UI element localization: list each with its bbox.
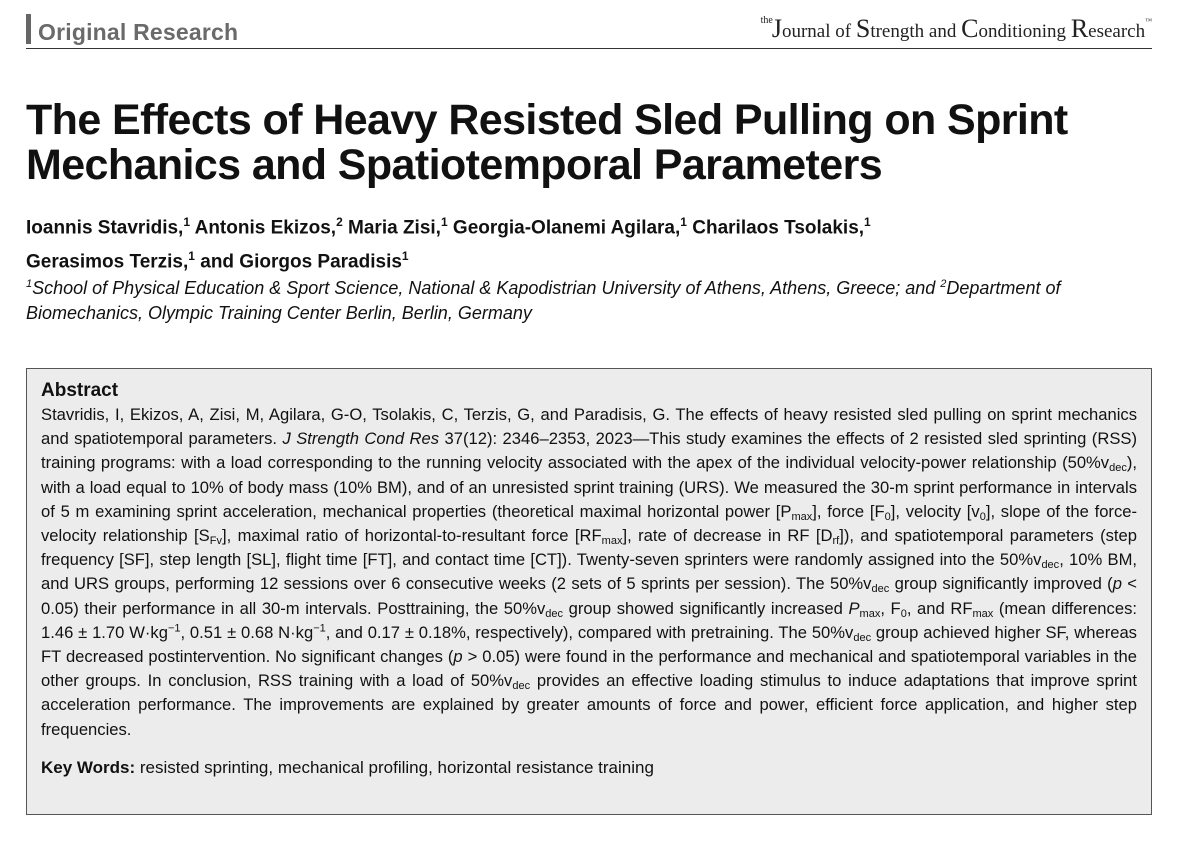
affiliations xyxy=(26,272,1166,326)
author-affiliation-mark: 1 xyxy=(680,215,687,229)
journal-name xyxy=(761,14,1152,44)
abstract-subscript: max xyxy=(859,607,881,620)
author-name: Gerasimos Terzis, xyxy=(26,251,189,273)
abstract-italic-run: P xyxy=(848,598,860,618)
abstract-subscript: max xyxy=(972,607,994,620)
journal-part: ournal of xyxy=(781,21,856,42)
abstract-text-run: ], slope of the force-velocity relationship [S xyxy=(41,501,1138,546)
abstract-subscript: dec xyxy=(512,680,531,693)
author-affiliation-mark: 1 xyxy=(440,215,448,229)
abstract-subscript: dec xyxy=(545,607,564,620)
abstract-text-run: , 10% BM, and URS groups, performing 12 sessions over 6 consecutive weeks (2 sets of 5 sprints per session). The 50%v xyxy=(41,550,1137,594)
journal-part: trength and xyxy=(870,21,962,42)
abstract-text xyxy=(41,403,1137,742)
abstract-text-run: Stavridis, I, Ekizos, A, Zisi, M, Agilara, G-O, Tsolakis, C, Terzis, G, and Paradisis, G. The effects of heavy resisted sled pulling on sprint mechanics and spatiotemporal parameters. xyxy=(41,405,1137,449)
journal-part: J xyxy=(771,14,782,43)
section-tag-rule xyxy=(26,14,31,44)
abstract-text-run: group showed significantly increased xyxy=(563,598,849,618)
abstract-text-run: , 0.51 ± 0.68 N·kg xyxy=(180,622,314,642)
journal-part: esearch xyxy=(1088,21,1146,42)
author-affiliation-mark: 1 xyxy=(183,215,191,229)
author-name: Maria Zisi, xyxy=(348,217,441,239)
author-name: Georgia-Olanemi Agilara, xyxy=(452,217,681,239)
abstract-text-run: , F xyxy=(880,598,901,618)
section-tag-label: Original Research xyxy=(38,19,239,45)
abstract-italic-run: J Strength Cond Res xyxy=(282,429,440,449)
author-affiliation-mark: 2 xyxy=(336,215,343,229)
abstract-italic-run: p xyxy=(1112,574,1122,594)
page-header xyxy=(26,14,1152,49)
article-title: The Effects of Heavy Resisted Sled Pulling on Sprint Mechanics and Spatiotemporal Parameters xyxy=(26,96,1068,189)
author-name: and Giorgos Paradisis xyxy=(200,251,402,273)
abstract-text-run: ), with a load equal to 10% of body mass (10% BM), and of an unresisted sprint training (URS). We measured the 30-m sprint performance in intervals of 5 m examining sprint acceleration, mechanical properties (theoretical maximal horizontal power [P xyxy=(41,453,1137,521)
affiliation-mark: 2 xyxy=(940,278,947,290)
affiliation-mark: 1 xyxy=(26,278,33,290)
abstract-subscript: dec xyxy=(1041,559,1060,572)
abstract-text-run: provides an effective loading stimulus to induce adaptations that improve sprint acceleration performance. The improvements are explained by greater amounts of force and power, efficient force application, and higher step frequencies. xyxy=(41,671,1137,739)
journal-part: S xyxy=(855,14,871,43)
journal-the: the xyxy=(760,15,773,26)
abstract-text-run: ], velocity [v xyxy=(890,501,980,521)
abstract-heading: Abstract xyxy=(41,380,119,401)
abstract-text-run: group achieved higher SF, whereas FT decreased postintervention. No significant changes ( xyxy=(41,622,1137,667)
abstract-subscript: Fv xyxy=(209,535,222,548)
journal-part: C xyxy=(961,14,979,43)
abstract-text-run: , and RF xyxy=(906,598,973,618)
journal-trademark: ™ xyxy=(1145,17,1152,25)
keywords xyxy=(41,756,1137,780)
author-affiliation-mark: 1 xyxy=(401,249,409,264)
abstract-subscript: 0 xyxy=(979,510,986,523)
abstract-subscript: rf xyxy=(832,535,840,548)
abstract-text-run: 37(12): 2346–2353, 2023—This study examines the effects of 2 resisted sled sprinting (RSS) training programs: with a load corresponding to the running velocity associated with the apex of the individual velocity-power relationship (50%v xyxy=(41,429,1137,473)
keywords-text: resisted sprinting, mechanical profiling, horizontal resistance training xyxy=(135,757,654,777)
author-list xyxy=(26,208,1156,277)
author-name: Ioannis Stavridis, xyxy=(26,217,184,239)
journal-part: onditioning xyxy=(978,21,1071,42)
abstract-text-run: ], force [F xyxy=(812,501,885,521)
abstract-subscript: dec xyxy=(853,631,872,644)
abstract-text-run: , and 0.17 ± 0.18%, respectively), compared with pretraining. The 50%v xyxy=(325,622,854,642)
abstract-text-run: ], maximal ratio of horizontal-to-resultant force [RF xyxy=(221,526,602,546)
abstract-text-run: group significantly improved ( xyxy=(889,574,1113,594)
author-affiliation-mark: 1 xyxy=(188,249,195,264)
abstract-text-run: < 0.05) their performance in all 30-m intervals. Posttraining, the 50%v xyxy=(41,574,1137,618)
abstract-subscript: max xyxy=(601,535,623,548)
journal-part: R xyxy=(1070,14,1089,43)
affiliation-text: School of Physical Education & Sport Science, National & Kapodistrian University of Athens, Athens, Greece; and xyxy=(32,278,941,298)
author-name: Charilaos Tsolakis, xyxy=(692,217,865,239)
author-affiliation-mark: 1 xyxy=(864,215,871,229)
abstract-subscript: 0 xyxy=(884,510,891,523)
author-name: Antonis Ekizos, xyxy=(194,217,337,239)
abstract-superscript: −1 xyxy=(167,622,181,635)
abstract-subscript: dec xyxy=(871,583,890,596)
abstract-superscript: −1 xyxy=(313,622,326,635)
section-tag xyxy=(26,14,238,44)
abstract-text-run: ], rate of decrease in RF [D xyxy=(622,526,833,546)
affiliation-text: Department of Biomechanics, Olympic Training Center Berlin, Berlin, Germany xyxy=(26,278,1061,323)
abstract-italic-run: p xyxy=(453,647,463,667)
abstract-box xyxy=(26,368,1152,815)
abstract-subscript: 0 xyxy=(900,607,907,620)
abstract-text-run: ]), and spatiotemporal parameters (step frequency [SF], step length [SL], flight time [FT], and contact time [CT]). Twenty-seven sprinters were randomly assigned into the 50%v xyxy=(41,526,1137,570)
keywords-label: Key Words: xyxy=(41,757,136,777)
abstract-subscript: dec xyxy=(1109,462,1127,475)
abstract-subscript: max xyxy=(791,510,813,523)
abstract-text-run: (mean differences: 1.46 ± 1.70 W·kg xyxy=(41,598,1137,642)
abstract-text-run: > 0.05) were found in the performance and mechanical and spatiotemporal variables in the other groups. In conclusion, RSS training with a load of 50%v xyxy=(41,647,1137,691)
